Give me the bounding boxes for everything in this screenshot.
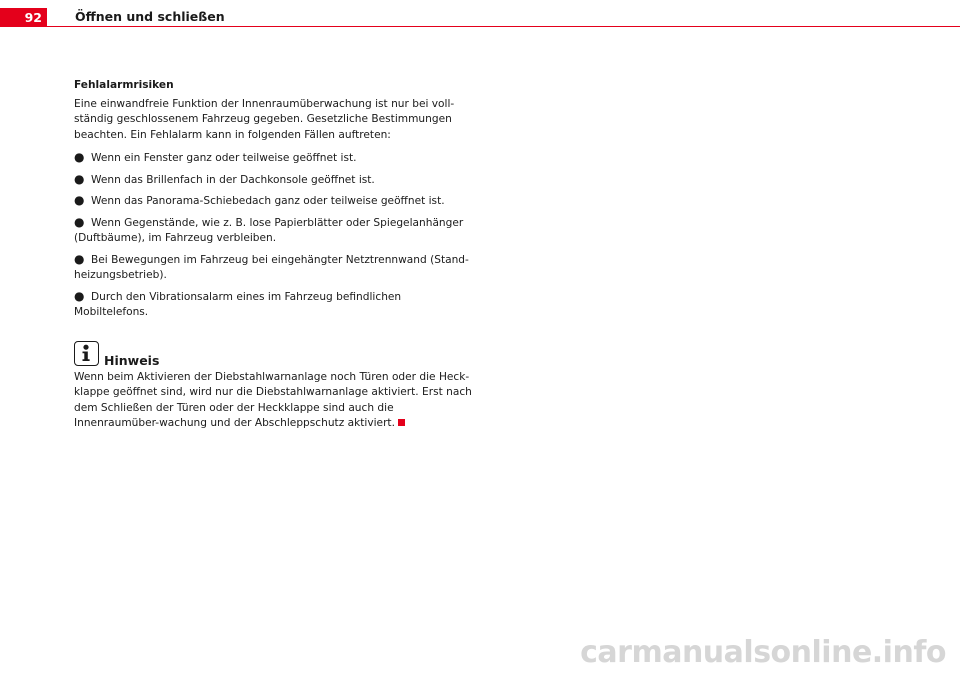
note-box (74, 338, 474, 432)
list-item-text: Durch den Vibrationsalarm eines im Fahrzeug befindlichen Mobiltelefons. (74, 290, 402, 318)
bullet-icon: ● (74, 251, 85, 266)
bullet-icon: ● (74, 193, 85, 207)
bullet-icon: ● (74, 171, 85, 186)
list-item-text: Wenn Gegenstände, wie z. B. lose Papierblätter oder Spiegelanhänger (Duftbäume), im Fahrzeug verbleiben. (74, 216, 464, 244)
list-item (74, 193, 474, 210)
watermark: carmanualsonline.info (580, 635, 946, 670)
bullet-icon: ● (74, 214, 85, 229)
page-header (0, 0, 960, 28)
note-title: Hinweis (104, 352, 160, 368)
bullet-icon: ● (74, 150, 85, 164)
list-item-text: Wenn das Panorama-Schiebedach ganz oder teilweise geöffnet ist. (91, 195, 445, 207)
bullet-list (74, 150, 474, 321)
section-heading: Fehlalarmrisiken (74, 79, 174, 91)
list-item (74, 150, 474, 167)
list-item-text: Bei Bewegungen im Fahrzeug bei eingehängter Netztrennwand (Stand-heizungsbetrieb). (74, 253, 469, 281)
chapter-title: Öffnen und schließen (75, 9, 225, 24)
list-item (74, 289, 474, 321)
section-intro: Eine einwandfreie Funktion der Innenraumüberwachung ist nur bei voll-ständig geschlossenem Fahrzeug gegeben. Gesetzliche Bestimmungen beachten. Ein Fehlalarm kann in folgenden Fällen auftreten: (74, 97, 455, 141)
list-item-text: Wenn ein Fenster ganz oder teilweise geöffnet ist. (91, 152, 357, 164)
note-text: Wenn beim Aktivieren der Diebstahlwarnanlage noch Türen oder die Heck-klappe geöffnet sind, wird nur die Diebstahlwarnanlage aktiviert. Erst nach dem Schließen der Türen oder der Heckklappe sind auch die Innenraumüber-wachung und der Abschleppschutz aktiviert. (74, 370, 472, 429)
note-body (74, 370, 474, 432)
note-header (74, 338, 474, 366)
list-item (74, 215, 474, 247)
list-item (74, 172, 474, 189)
end-of-section-mark (398, 419, 405, 426)
info-note-icon (74, 341, 99, 366)
list-item (74, 252, 474, 284)
page-number: 92 (0, 8, 47, 27)
list-item-text: Wenn das Brillenfach in der Dachkonsole geöffnet ist. (91, 173, 375, 186)
header-rule (47, 26, 960, 27)
page-content (74, 78, 474, 432)
bullet-icon: ● (74, 288, 85, 303)
